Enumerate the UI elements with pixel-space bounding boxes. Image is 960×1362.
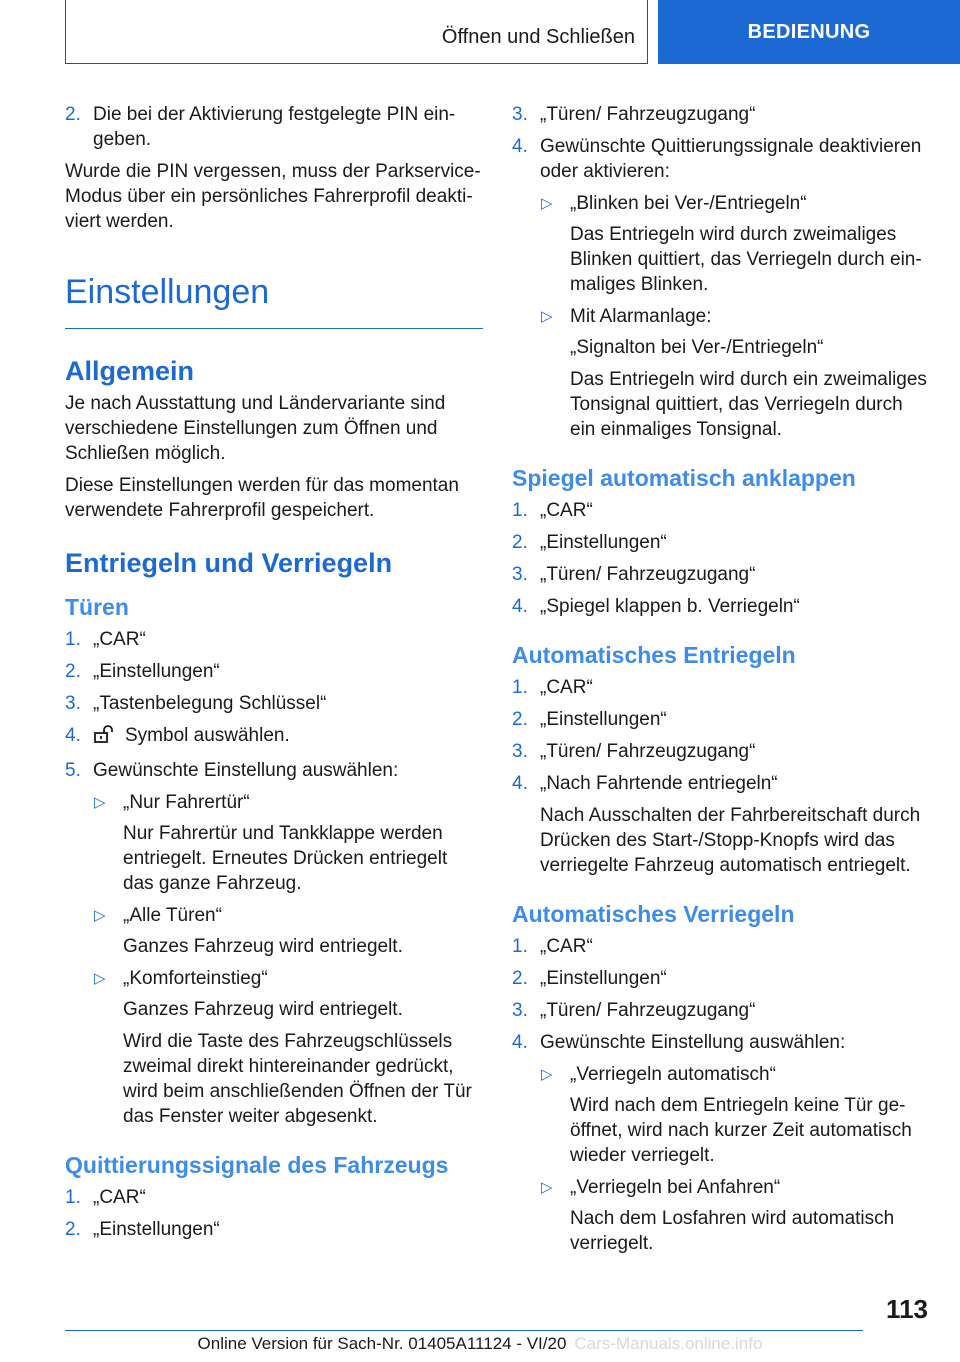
page-header [0, 0, 960, 66]
step-number: 2. [512, 709, 528, 730]
step-number: 2. [512, 968, 528, 989]
step-number: 1. [512, 936, 528, 957]
step [512, 530, 930, 555]
step-text: „Einstellungen“ [540, 709, 667, 730]
option-description: Das Entriegeln wird durch zweimaliges Blinken quittiert, das Verriegeln durch ein-maliges Blinken. [570, 224, 922, 295]
step [512, 134, 930, 184]
step-text: „Türen/ Fahrzeugzugang“ [540, 741, 756, 762]
left-column [65, 102, 483, 1249]
step-number: 2. [65, 104, 81, 125]
option-item [65, 790, 483, 815]
step [65, 758, 483, 783]
option-description: Das Entriegeln wird durch ein zweimaliges Tonsignal quittiert, das Verriegeln durch ein einmaliges Tonsignal. [570, 369, 927, 440]
step [512, 707, 930, 732]
step [65, 723, 483, 751]
chapter-title: Öffnen und Schließen [441, 26, 635, 48]
footer-watermark: Cars-Manuals.online.info [574, 1334, 763, 1353]
step-number: 4. [65, 725, 81, 746]
triangle-bullet-icon: ▷ [541, 1179, 553, 1196]
option-label: „Alle Türen“ [123, 905, 222, 926]
section-heading-entriegeln: Entriegeln und Verriegeln [65, 548, 393, 578]
step [512, 966, 930, 991]
step-number: 3. [512, 564, 528, 585]
section-tab[interactable]: BEDIENUNG [658, 0, 960, 64]
step [512, 102, 930, 127]
step [512, 998, 930, 1023]
step-text: „Einstellungen“ [93, 661, 220, 682]
triangle-bullet-icon: ▷ [541, 195, 553, 212]
step-number: 4. [512, 773, 528, 794]
step-number: 1. [512, 677, 528, 698]
step [512, 594, 930, 619]
step-number: 1. [65, 1187, 81, 1208]
footer [0, 1334, 960, 1354]
option-description: Ganzes Fahrzeug wird entriegelt. [123, 999, 403, 1020]
step [65, 627, 483, 652]
footer-online-version: Online Version für Sach-Nr. 01405A11124 - VI/20 [197, 1334, 567, 1353]
step-number: 1. [512, 500, 528, 521]
step [512, 562, 930, 587]
step-number: 5. [65, 760, 81, 781]
page-number: 113 [886, 1294, 928, 1324]
paragraph: Je nach Ausstattung und Ländervariante sind verschiedene Einstellungen zum Öffnen und Schließen möglich. [65, 393, 446, 464]
subsection-heading-quittierung: Quittierungssignale des Fahrzeugs [65, 1152, 449, 1178]
step-text: Symbol auswählen. [125, 725, 290, 746]
triangle-bullet-icon: ▷ [541, 308, 553, 325]
step [512, 1030, 930, 1055]
step-text: „CAR“ [540, 936, 593, 957]
step-text: Gewünschte Quittierungssignale deaktivieren oder aktivieren: [540, 136, 922, 182]
step-number: 3. [65, 693, 81, 714]
footer-divider [65, 1330, 863, 1331]
option-description: Wird nach dem Entriegeln keine Tür ge-öffnet, wird nach kurzer Zeit automatisch wieder verriegelt. [570, 1095, 912, 1166]
step-number: 4. [512, 596, 528, 617]
step [512, 934, 930, 959]
step-text: „CAR“ [93, 629, 146, 650]
step-text: „Einstellungen“ [93, 1219, 220, 1240]
option-description: Nach dem Losfahren wird automatisch verriegelt. [570, 1208, 895, 1254]
option-description: Wird die Taste des Fahrzeugschlüssels zweimal direkt hintereinander gedrückt, wird beim anschließenden Öffnen der Tür das Fenster weiter abgesenkt. [123, 1031, 472, 1127]
subsection-heading-auto-entriegeln: Automatisches Entriegeln [512, 642, 796, 668]
option-item [512, 1175, 930, 1200]
option-description: Ganzes Fahrzeug wird entriegelt. [123, 936, 403, 957]
triangle-bullet-icon: ▷ [94, 970, 106, 987]
step-text: „Einstellungen“ [540, 968, 667, 989]
chapter-header-box [65, 0, 648, 64]
step [512, 498, 930, 523]
step-number: 4. [512, 136, 528, 157]
option-label: „Verriegeln automatisch“ [570, 1064, 776, 1085]
step [65, 691, 483, 716]
option-item [512, 304, 930, 329]
step-text: Gewünschte Einstellung auswählen: [93, 760, 399, 781]
right-column [512, 102, 930, 1263]
step [512, 771, 930, 796]
chapter-heading: Einstellungen [65, 272, 483, 329]
option-label: „Nur Fahrertür“ [123, 792, 250, 813]
triangle-bullet-icon: ▷ [94, 907, 106, 924]
option-label: Mit Alarmanlage: [570, 306, 712, 327]
step [512, 739, 930, 764]
step [65, 1185, 483, 1210]
option-label: „Blinken bei Ver-/Entriegeln“ [570, 193, 807, 214]
subsection-heading-tueren: Türen [65, 594, 129, 620]
step-text: Gewünschte Einstellung auswählen: [540, 1032, 846, 1053]
paragraph: Wurde die PIN vergessen, muss der Parkservice-Modus über ein persönliches Fahrerprofil deakti-viert werden. [65, 161, 481, 232]
step-text: „Türen/ Fahrzeugzugang“ [540, 104, 756, 125]
option-label: „Komforteinstieg“ [123, 968, 268, 989]
step-number: 2. [65, 1219, 81, 1240]
step-number: 4. [512, 1032, 528, 1053]
triangle-bullet-icon: ▷ [541, 1066, 553, 1083]
triangle-bullet-icon: ▷ [94, 794, 106, 811]
step-text: Die bei der Aktivierung festgelegte PIN ein-geben. [93, 104, 456, 150]
step-number: 3. [512, 104, 528, 125]
option-item [65, 903, 483, 928]
paragraph: Diese Einstellungen werden für das momentan verwendete Fahrerprofil gespeichert. [65, 475, 459, 521]
step-number: 3. [512, 741, 528, 762]
step-text: „Spiegel klappen b. Verriegeln“ [540, 596, 800, 617]
step-text: „CAR“ [540, 500, 593, 521]
option-description: „Signalton bei Ver-/Entriegeln“ [570, 337, 824, 358]
step-number: 2. [65, 661, 81, 682]
step-text: „Türen/ Fahrzeugzugang“ [540, 564, 756, 585]
section-heading-allgemein: Allgemein [65, 356, 195, 386]
step [65, 659, 483, 684]
step-text: „CAR“ [540, 677, 593, 698]
step-text: „Nach Fahrtende entriegeln“ [540, 773, 778, 794]
step-number: 3. [512, 1000, 528, 1021]
step-text: „Einstellungen“ [540, 532, 667, 553]
step-text: „Tastenbelegung Schlüssel“ [93, 693, 327, 714]
unlock-icon [93, 724, 117, 751]
step [512, 675, 930, 700]
step-number: 1. [65, 629, 81, 650]
subsection-heading-auto-verriegeln: Automatisches Verriegeln [512, 901, 795, 927]
option-item [512, 1062, 930, 1087]
step-number: 2. [512, 532, 528, 553]
step-description [512, 803, 930, 878]
step-text: „Türen/ Fahrzeugzugang“ [540, 1000, 756, 1021]
option-description: Nur Fahrertür und Tankklappe werden entriegelt. Erneutes Drücken entriegelt das ganze Fahrzeug. [123, 823, 448, 894]
subsection-heading-spiegel: Spiegel automatisch anklappen [512, 465, 856, 491]
option-label: „Verriegeln bei Anfahren“ [570, 1177, 781, 1198]
step-text: „CAR“ [93, 1187, 146, 1208]
option-item [65, 966, 483, 991]
option-item [512, 191, 930, 216]
step-text: Nach Ausschalten der Fahrbereitschaft durch Drücken des Start-/Stopp-Knopfs wird das verriegelte Fahrzeug automatisch entriegelt. [540, 805, 921, 876]
step [65, 102, 483, 152]
step [65, 1217, 483, 1242]
